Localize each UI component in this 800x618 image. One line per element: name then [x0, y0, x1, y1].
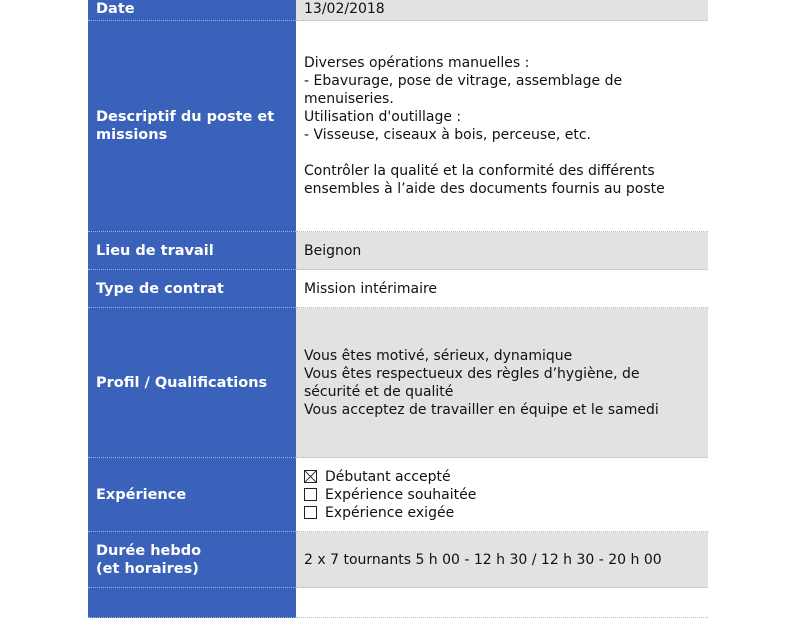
- label-experience: [88, 458, 296, 532]
- label-duree-line2: (et horaires): [96, 560, 199, 577]
- descriptif-line: - Ebavurage, pose de vitrage, assemblage de: [304, 73, 623, 89]
- checkbox-empty-icon[interactable]: [304, 506, 317, 519]
- label-experience-text: Expérience: [96, 486, 187, 503]
- descriptif-line: ensembles à l’aide des documents fournis au poste: [304, 181, 665, 197]
- label-duree: [88, 532, 296, 588]
- value-next: [296, 588, 708, 618]
- contrat-value: Mission intérimaire: [304, 280, 438, 297]
- value-date: [296, 0, 708, 21]
- value-duree: [296, 532, 708, 588]
- row-descriptif: [88, 21, 708, 232]
- profil-line: Vous êtes respectueux des règles d’hygiène, de: [304, 365, 640, 382]
- descriptif-line: Utilisation d'outillage :: [304, 109, 462, 125]
- value-descriptif: [296, 21, 708, 232]
- date-value: 13/02/2018: [304, 0, 385, 17]
- label-descriptif: [88, 21, 296, 232]
- row-next: [88, 588, 708, 618]
- label-contrat: [88, 270, 296, 308]
- experience-option-label: Débutant accepté: [325, 468, 451, 485]
- checkbox-checked-icon[interactable]: [304, 470, 317, 483]
- descriptif-line: - Visseuse, ciseaux à bois, perceuse, etc.: [304, 127, 591, 143]
- label-descriptif-line1: Descriptif du poste et: [96, 109, 275, 125]
- lieu-value: Beignon: [304, 242, 362, 259]
- experience-option-souhaitee[interactable]: [304, 486, 708, 504]
- duree-value: 2 x 7 tournants 5 h 00 - 12 h 30 / 12 h 30 - 20 h 00: [304, 551, 662, 568]
- experience-option-debutant[interactable]: [304, 468, 708, 486]
- label-lieu-text: Lieu de travail: [96, 242, 214, 259]
- row-duree: [88, 532, 708, 588]
- value-experience: [296, 458, 708, 532]
- descriptif-line: Contrôler la qualité et la conformité des différents: [304, 163, 655, 179]
- row-profil: [88, 308, 708, 458]
- value-contrat: [296, 270, 708, 308]
- checkbox-empty-icon[interactable]: [304, 488, 317, 501]
- descriptif-blank-line: [304, 144, 708, 162]
- profil-line: Vous acceptez de travailler en équipe et le samedi: [304, 401, 659, 418]
- experience-option-label: Expérience exigée: [325, 504, 455, 521]
- experience-option-label: Expérience souhaitée: [325, 486, 477, 503]
- label-date: [88, 0, 296, 21]
- label-duree-line1: Durée hebdo: [96, 542, 202, 559]
- label-profil-text: Profil / Qualifications: [96, 374, 268, 391]
- descriptif-line: Diverses opérations manuelles :: [304, 55, 530, 71]
- label-next: [88, 588, 296, 618]
- label-lieu: [88, 232, 296, 270]
- label-contrat-text: Type de contrat: [96, 280, 224, 297]
- row-date: [88, 0, 708, 21]
- row-contrat: [88, 270, 708, 308]
- row-experience: [88, 458, 708, 532]
- profil-line: Vous êtes motivé, sérieux, dynamique: [304, 347, 573, 364]
- label-date-text: Date: [96, 0, 135, 17]
- value-profil: [296, 308, 708, 458]
- job-offer-table: [88, 0, 708, 618]
- experience-option-exigee[interactable]: [304, 504, 708, 522]
- profil-line: sécurité et de qualité: [304, 383, 454, 400]
- descriptif-line: menuiseries.: [304, 91, 394, 107]
- value-lieu: [296, 232, 708, 270]
- label-descriptif-line2: missions: [96, 127, 168, 143]
- row-lieu: [88, 232, 708, 270]
- label-profil: [88, 308, 296, 458]
